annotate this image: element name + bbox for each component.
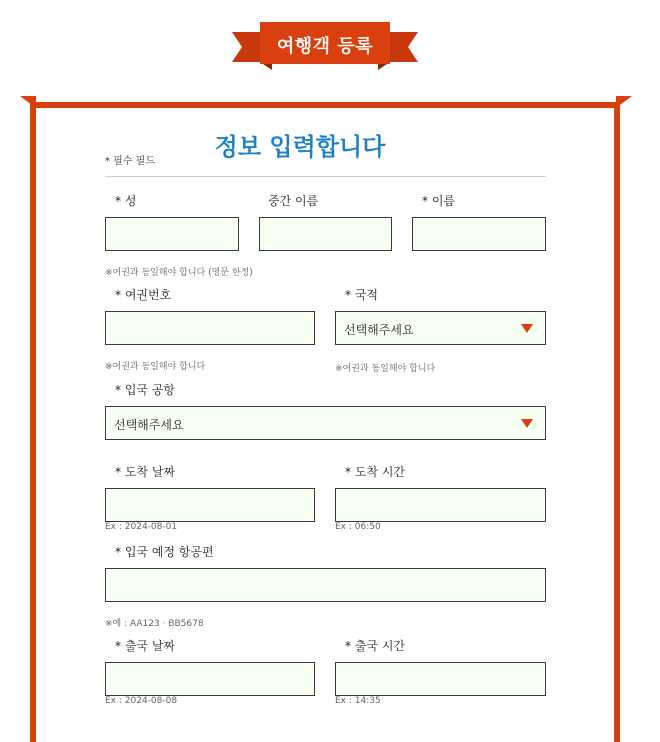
entry-flight-input[interactable]: [105, 568, 546, 602]
banner-title: 여행객 등록: [276, 36, 374, 57]
departure-time-input[interactable]: [335, 662, 546, 696]
arrival-date-label: * 도착 날짜: [115, 465, 175, 479]
passport-number-hint: ※여권과 동일해야 합니다: [105, 362, 206, 372]
given-name-label: * 이름: [422, 194, 455, 208]
arrival-time-label: * 도착 시간: [345, 465, 405, 479]
given-name-input[interactable]: [412, 217, 546, 251]
nationality-label: * 국적: [345, 288, 378, 302]
name-hint: ※여권과 동일해야 합니다 (영문 한정): [105, 268, 253, 278]
ribbon-banner: [232, 22, 418, 72]
arrival-date-input[interactable]: [105, 488, 315, 522]
departure-date-input[interactable]: [105, 662, 315, 696]
required-note: * 필수 필드: [105, 156, 155, 167]
frame-corner-right: [616, 96, 632, 108]
divider: [105, 176, 546, 177]
nationality-selected-value: 선택해주세요: [344, 323, 414, 337]
entry-airport-label: * 입국 공항: [115, 383, 175, 397]
entry-flight-hint: ※예 : AA123 · BB5678: [105, 619, 204, 629]
entry-airport-select[interactable]: [105, 406, 546, 440]
passport-number-label: * 여권번호: [115, 288, 172, 302]
arrival-date-hint: Ex : 2024-08-01: [105, 522, 178, 532]
departure-time-hint: Ex : 14:35: [335, 696, 381, 706]
surname-label: * 성: [115, 194, 137, 208]
departure-date-label: * 출국 날짜: [115, 639, 175, 653]
departure-time-label: * 출국 시간: [345, 639, 405, 653]
arrival-time-input[interactable]: [335, 488, 546, 522]
entry-flight-label: * 입국 예정 항공편: [115, 545, 214, 559]
arrival-time-hint: Ex : 06:50: [335, 522, 381, 532]
chevron-down-icon: [521, 419, 533, 428]
middle-name-input[interactable]: [259, 217, 392, 251]
entry-airport-selected-value: 선택해주세요: [114, 418, 184, 432]
nationality-select[interactable]: [335, 311, 546, 345]
page-title: 정보 입력합니다: [214, 133, 386, 161]
passport-number-input[interactable]: [105, 311, 315, 345]
surname-input[interactable]: [105, 217, 239, 251]
middle-name-label: 중간 이름: [268, 194, 319, 208]
departure-date-hint: Ex : 2024-08-08: [105, 696, 178, 706]
nationality-hint: ※여권과 동일해야 합니다: [335, 364, 436, 374]
frame-corner-left: [20, 96, 36, 108]
chevron-down-icon: [521, 324, 533, 333]
